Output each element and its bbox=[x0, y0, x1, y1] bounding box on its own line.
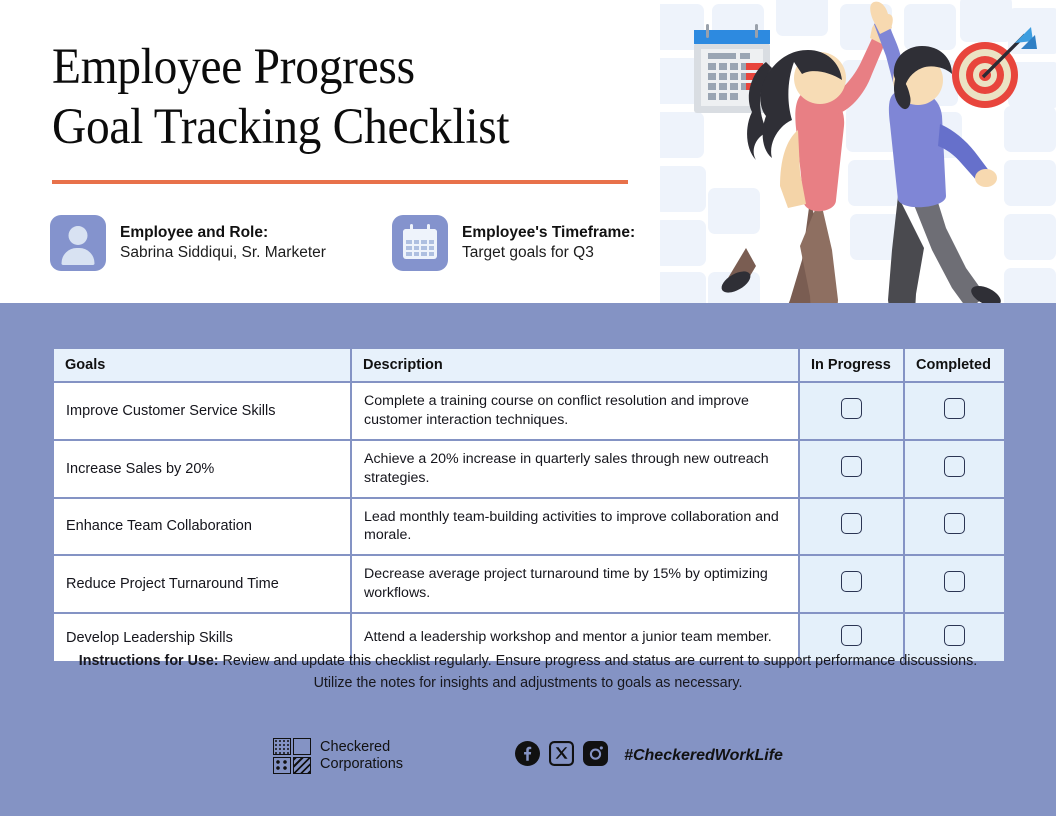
in-progress-cell bbox=[799, 382, 904, 440]
page-title bbox=[52, 38, 652, 157]
completed-checkbox[interactable] bbox=[944, 625, 965, 646]
description-cell: Attend a leadership workshop and mentor a junior team member. bbox=[351, 613, 799, 662]
timeframe-label: Employee's Timeframe: bbox=[462, 223, 636, 241]
table-row bbox=[53, 555, 1005, 613]
goal-cell: Increase Sales by 20% bbox=[53, 440, 351, 498]
table-header-row bbox=[53, 348, 1005, 382]
goal-cell: Develop Leadership Skills bbox=[53, 613, 351, 662]
goal-cell: Improve Customer Service Skills bbox=[53, 382, 351, 440]
instructions-text: Review and update this checklist regularly. Ensure progress and status are current to support performance discussions. Utilize the notes for insights and adjustments to goals as necessary. bbox=[218, 653, 978, 692]
calendar-icon bbox=[392, 215, 448, 271]
in-progress-cell bbox=[799, 498, 904, 556]
completed-checkbox[interactable] bbox=[944, 398, 965, 419]
description-cell: Complete a training course on conflict resolution and improve customer interaction techniques. bbox=[351, 382, 799, 440]
table-row bbox=[53, 440, 1005, 498]
in-progress-checkbox[interactable] bbox=[841, 513, 862, 534]
social-links bbox=[515, 741, 608, 771]
completed-checkbox[interactable] bbox=[944, 571, 965, 592]
completed-checkbox[interactable] bbox=[944, 513, 965, 534]
completed-cell bbox=[904, 440, 1005, 498]
title-divider bbox=[52, 180, 628, 184]
timeframe-info bbox=[392, 215, 635, 271]
hashtag: #CheckeredWorkLife bbox=[624, 747, 783, 764]
description-cell: Lead monthly team-building activities to improve collaboration and morale. bbox=[351, 498, 799, 556]
goal-cell: Reduce Project Turnaround Time bbox=[53, 555, 351, 613]
completed-cell bbox=[904, 382, 1005, 440]
column-header-description: Description bbox=[351, 348, 799, 382]
brand-name-line-1: Checkered bbox=[320, 738, 391, 755]
completed-cell bbox=[904, 555, 1005, 613]
illustration bbox=[660, 0, 1056, 303]
column-header-completed: Completed bbox=[904, 348, 1005, 382]
table-row bbox=[53, 498, 1005, 556]
in-progress-checkbox[interactable] bbox=[841, 625, 862, 646]
in-progress-cell bbox=[799, 555, 904, 613]
in-progress-checkbox[interactable] bbox=[841, 456, 862, 477]
instagram-icon[interactable] bbox=[583, 741, 608, 771]
table-row bbox=[53, 382, 1005, 440]
in-progress-cell bbox=[799, 440, 904, 498]
facebook-icon[interactable] bbox=[515, 741, 540, 771]
employee-info bbox=[50, 215, 392, 271]
footer bbox=[0, 738, 1056, 774]
title-line-2: Goal Tracking Checklist bbox=[52, 98, 510, 155]
brand-name-line-2: Corporations bbox=[320, 756, 404, 772]
column-header-goals: Goals bbox=[53, 348, 351, 382]
person-icon bbox=[50, 215, 106, 271]
x-twitter-icon[interactable] bbox=[549, 741, 574, 771]
title-line-1: Employee Progress bbox=[52, 39, 415, 95]
instructions bbox=[78, 650, 978, 694]
description-cell: Achieve a 20% increase in quarterly sales through new outreach strategies. bbox=[351, 440, 799, 498]
timeframe-value: Target goals for Q3 bbox=[462, 244, 594, 261]
goal-cell: Enhance Team Collaboration bbox=[53, 498, 351, 556]
column-header-in-progress: In Progress bbox=[799, 348, 904, 382]
completed-cell bbox=[904, 498, 1005, 556]
in-progress-checkbox[interactable] bbox=[841, 398, 862, 419]
in-progress-checkbox[interactable] bbox=[841, 571, 862, 592]
description-cell: Decrease average project turnaround time by 15% by optimizing workflows. bbox=[351, 555, 799, 613]
completed-checkbox[interactable] bbox=[944, 456, 965, 477]
meta-row bbox=[50, 215, 635, 271]
goal-tracking-table bbox=[52, 347, 1004, 663]
brand-logo bbox=[273, 738, 403, 774]
employee-value: Sabrina Siddiqui, Sr. Marketer bbox=[120, 244, 326, 261]
checkered-logo-icon bbox=[273, 738, 311, 774]
employee-label: Employee and Role: bbox=[120, 223, 269, 241]
instructions-label: Instructions for Use: bbox=[78, 653, 219, 669]
header-band bbox=[0, 0, 1056, 303]
